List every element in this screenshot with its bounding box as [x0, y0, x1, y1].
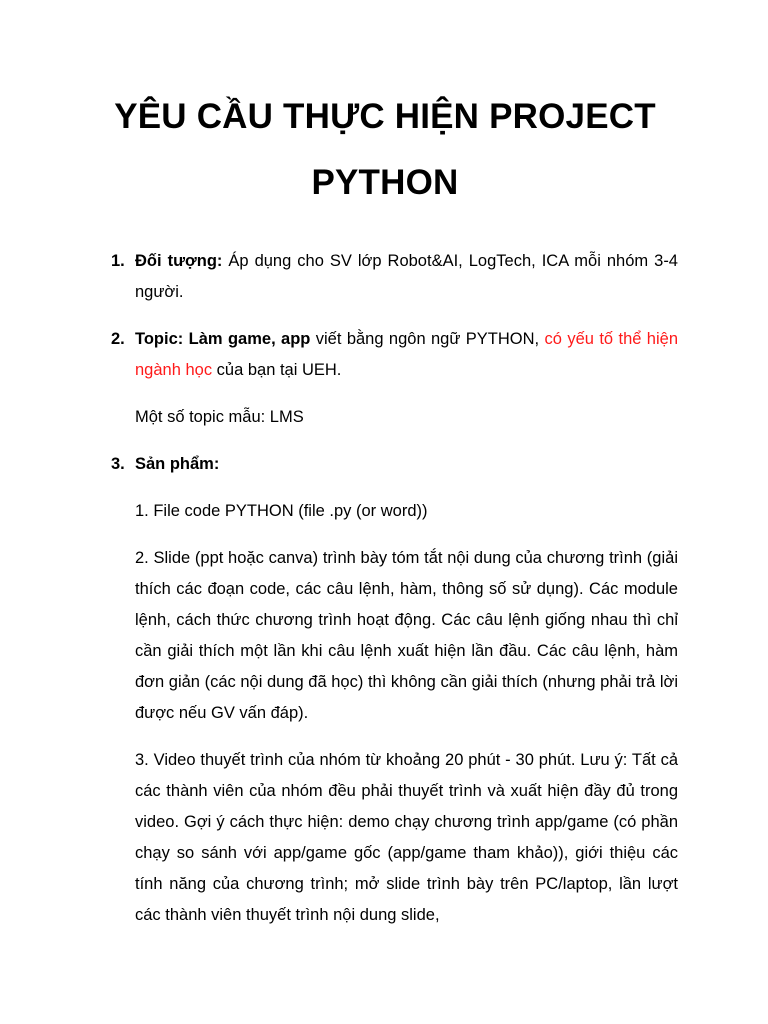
sample-topic: Một số topic mẫu: LMS — [135, 408, 304, 426]
document-title — [92, 0, 678, 216]
list-item-products — [92, 449, 678, 480]
product-video: 3. Video thuyết trình của nhóm từ khoảng 20 phút - 30 phút. Lưu ý: Tất cả các thành viên của nhóm đều phải thuyết trình và xuất hiện đầy đủ trong video. Gợi ý cách thực hiện: demo chạy chương trình app/game (có phần chạy so sánh với app/game gốc (app/game tham khảo)), giới thiệu các tính năng của chương trình; mở slide trình bày trên PC/laptop, lần lượt các thành viên thuyết trình nội dung slide, — [135, 751, 678, 924]
product-slide: 2. Slide (ppt hoặc canva) trình bày tóm tắt nội dung của chương trình (giải thích các đoạn code, các câu lệnh, hàm, thông số sử dụng). Các module lệnh, cách thức chương trình hoạt động. Các câu lệnh giống nhau thì chỉ cần giải thích một lần khi câu lệnh xuất hiện lần đầu. Các câu lệnh, hàm đơn giản (các nội dung đã học) thì không cần giải thích (nhưng phải trả lời được nếu GV vấn đáp). — [135, 549, 678, 722]
list-number: 1. — [111, 252, 125, 270]
list-item-target — [92, 246, 678, 308]
list-item-topic — [92, 324, 678, 386]
requirements-list — [92, 246, 678, 931]
item-text-end: của bạn tại UEH. — [212, 361, 342, 379]
item-label: Sản phẩm: — [135, 455, 220, 473]
title-line-1: YÊU CẦU THỰC HIỆN PROJECT — [114, 97, 656, 136]
list-number: 3. — [111, 455, 125, 473]
highlighted-text: có yếu tố thể hiện ngành học — [135, 330, 678, 379]
item-label: Topic: Làm game, app — [135, 330, 311, 348]
list-number: 2. — [111, 330, 125, 348]
item-text: viết bằng ngôn ngữ PYTHON, — [310, 330, 545, 348]
product-code: 1. File code PYTHON (file .py (or word)) — [135, 502, 428, 520]
title-line-2: PYTHON — [311, 163, 459, 202]
item-label: Đối tượng: — [135, 252, 223, 270]
item-text: Áp dụng cho SV lớp Robot&AI, LogTech, ICA mỗi nhóm 3-4 người. — [135, 252, 678, 301]
